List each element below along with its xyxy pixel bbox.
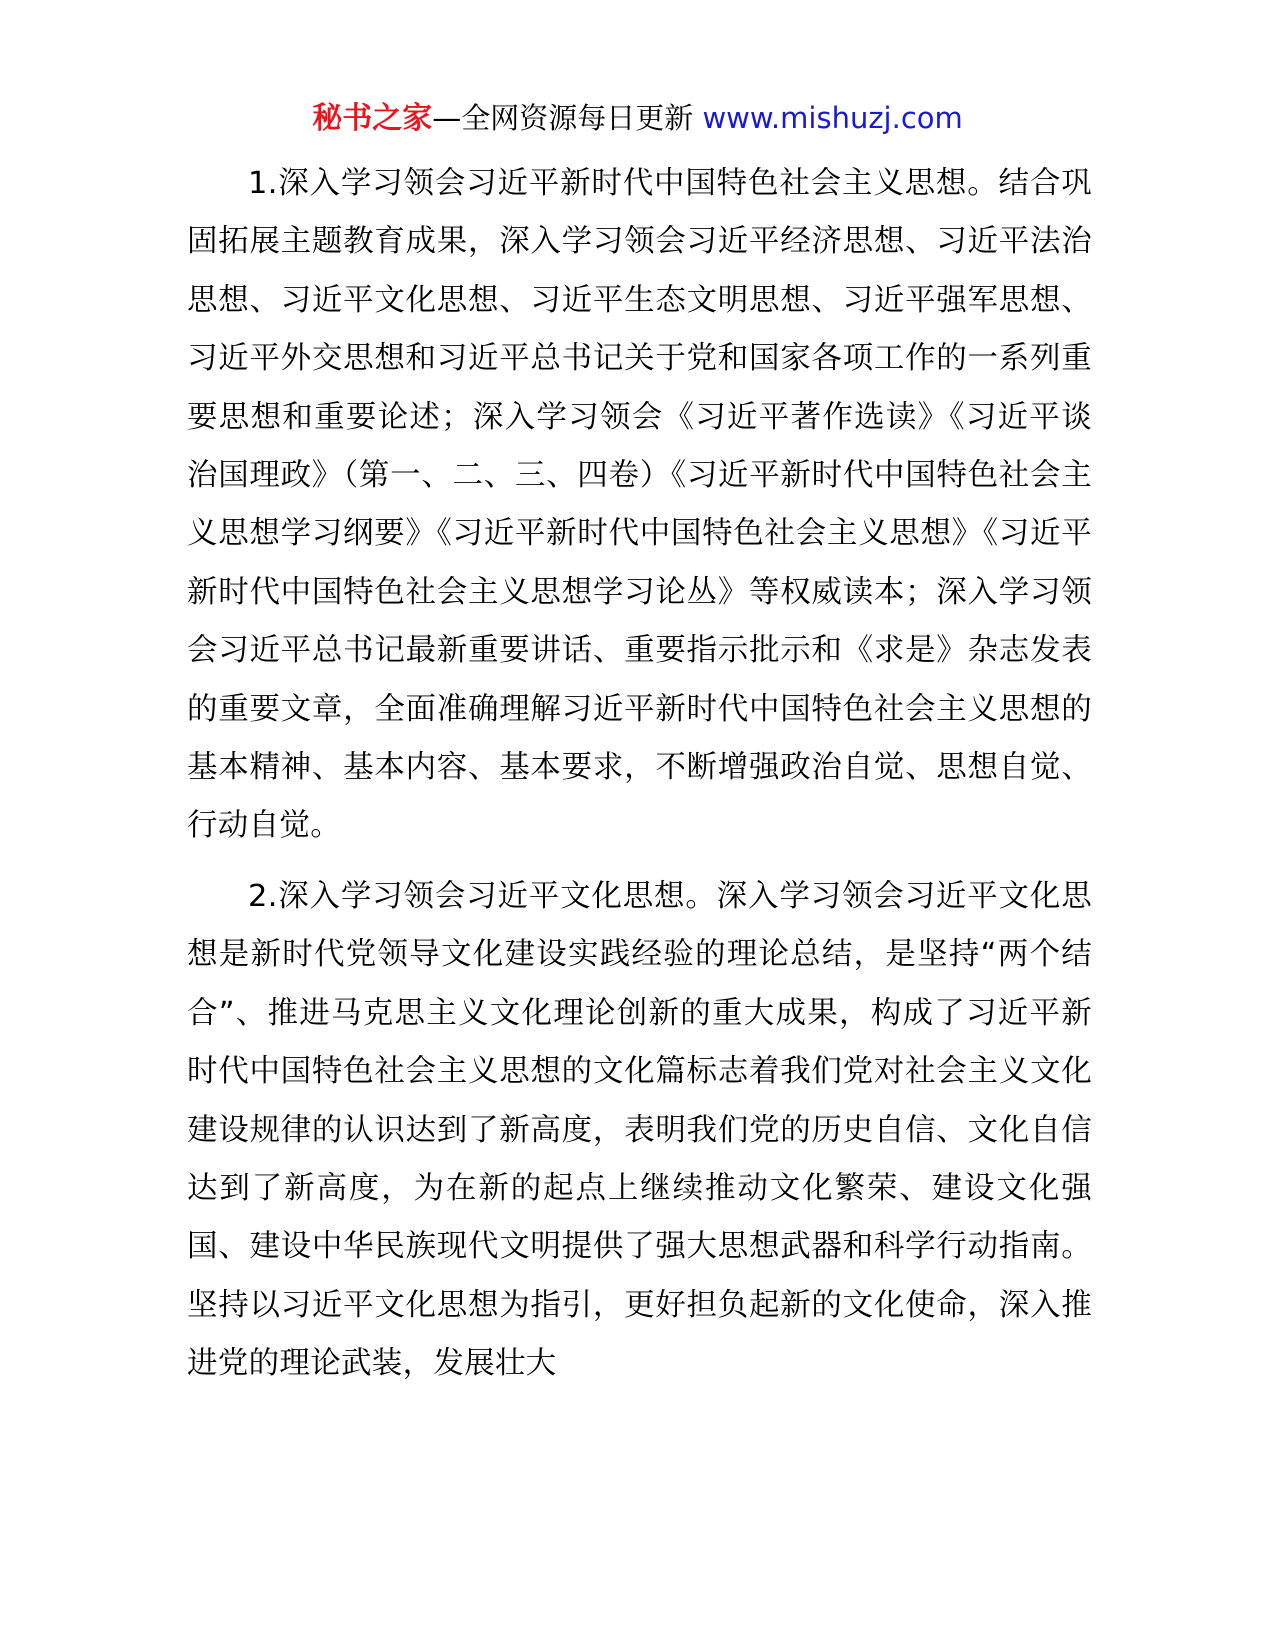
document-body bbox=[187, 155, 1092, 1394]
website-link[interactable]: www.mishuzj.com bbox=[702, 101, 963, 135]
brand-name: 秘书之家 bbox=[312, 101, 433, 136]
header-tagline: —全网资源每日更新 bbox=[432, 101, 703, 135]
paragraph-2: 2.深入学习领会习近平文化思想。深入学习领会习近平文化思想是新时代党领导文化建设实践经验的理论总结，是坚持“两个结合”、推进马克思主义文化理论创新的重大成果，构成了习近平新时代中国特色社会主义思想的文化篇标志着我们党对社会主义文化建设规律的认识达到了新高度，表明我们党的历史自信、文化自信达到了新高度，为在新的起点上继续推动文化繁荣、建设文化强国、建设中华民族现代文明提供了强大思想武器和科学行动指南。坚持以习近平文化思想为指引，更好担负起新的文化使命，深入推进党的理论武装，发展壮大 bbox=[187, 878, 1092, 1382]
page-header bbox=[0, 98, 1275, 139]
paragraph-1: 1.深入学习领会习近平新时代中国特色社会主义思想。结合巩固拓展主题教育成果，深入学习领会习近平经济思想、习近平法治思想、习近平文化思想、习近平生态文明思想、习近平强军思想、习近平外交思想和习近平总书记关于党和国家各项工作的一系列重要思想和重要论述；深入学习领会《习近平著作选读》《习近平谈治国理政》（第一、二、三、四卷）《习近平新时代中国特色社会主义思想学习纲要》《习近平新时代中国特色社会主义思想》《习近平新时代中国特色社会主义思想学习论丛》等权威读本；深入学习领会习近平总书记最新重要讲话、重要指示批示和《求是》杂志发表的重要文章，全面准确理解习近平新时代中国特色社会主义思想的基本精神、基本内容、基本要求，不断增强政治自觉、思想自觉、行动自觉。 bbox=[187, 166, 1092, 844]
